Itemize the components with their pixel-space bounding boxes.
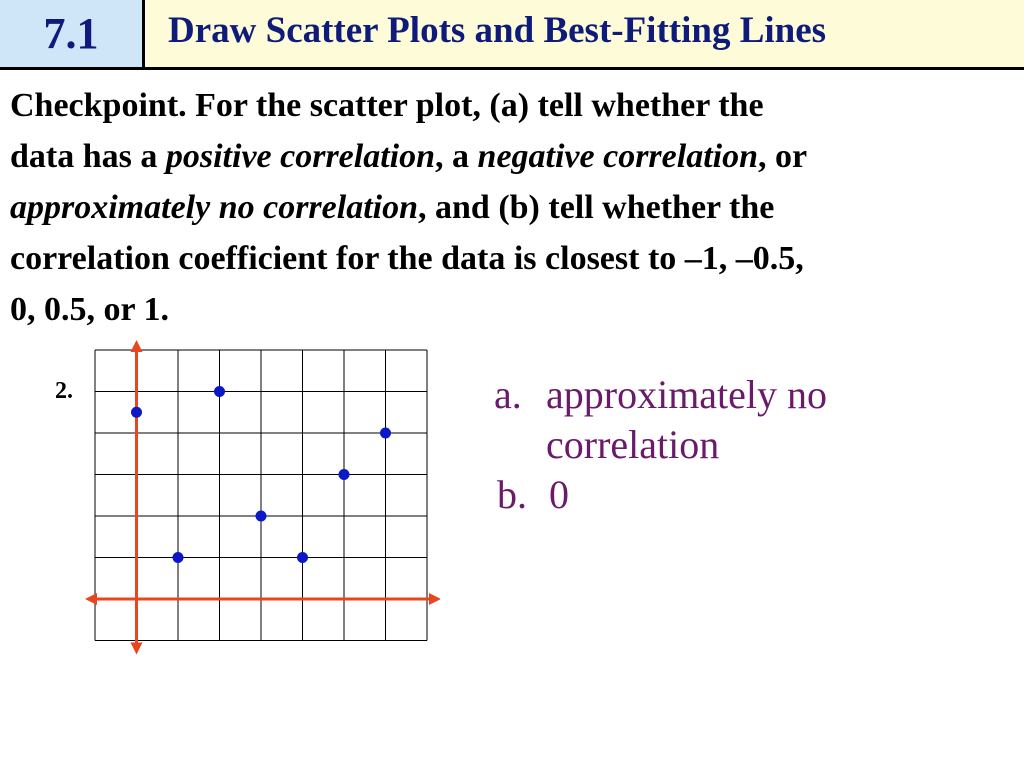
data-point — [173, 552, 184, 563]
prompt-text: , or — [758, 138, 808, 175]
answer-a-line-1: approximately no — [546, 372, 828, 417]
header-bar — [0, 0, 1024, 70]
grid — [95, 350, 427, 641]
prompt-text: data has a — [10, 138, 166, 175]
prompt-line-4: correlation coefficient for the data is closest to –1, –0.5, — [10, 240, 804, 277]
answer-a — [494, 370, 827, 470]
prompt-text: , and (b) tell whether the — [418, 189, 775, 226]
data-point — [339, 469, 350, 480]
term-negative-correlation: negative correlation — [477, 138, 758, 175]
checkpoint-prompt — [10, 80, 1020, 335]
data-point — [256, 511, 267, 522]
term-no-correlation: approximately no correlation — [10, 189, 418, 226]
answers — [494, 370, 827, 520]
answer-b — [497, 470, 827, 520]
data-point — [297, 552, 308, 563]
axes — [85, 340, 440, 655]
answer-a-marker: a. — [494, 372, 522, 417]
y-axis-arrow-up — [131, 340, 143, 352]
answer-b-marker: b. — [497, 472, 527, 517]
answer-b-value: 0 — [549, 472, 569, 517]
data-point — [214, 386, 225, 397]
answer-a-text — [546, 370, 827, 470]
prompt-text: , a — [435, 138, 478, 175]
x-axis-arrow-right — [429, 593, 440, 605]
data-point — [131, 407, 142, 418]
data-point — [380, 428, 391, 439]
prompt-line-3 — [10, 182, 1020, 233]
answer-a-line-2: correlation — [546, 422, 720, 467]
term-positive-correlation: positive correlation — [165, 138, 436, 175]
section-number: 7.1 — [0, 0, 145, 67]
prompt-line-1: Checkpoint. For the scatter plot, (a) tell whether the — [10, 87, 764, 124]
x-axis-arrow-left — [85, 593, 97, 605]
prompt-line-2 — [10, 131, 1020, 182]
slide-title: Draw Scatter Plots and Best-Fitting Lines — [168, 10, 827, 51]
y-axis-arrow-down — [131, 643, 143, 655]
prompt-line-5: 0, 0.5, or 1. — [10, 291, 169, 328]
problem-number: 2. — [55, 378, 73, 404]
scatter-plot — [85, 340, 440, 655]
